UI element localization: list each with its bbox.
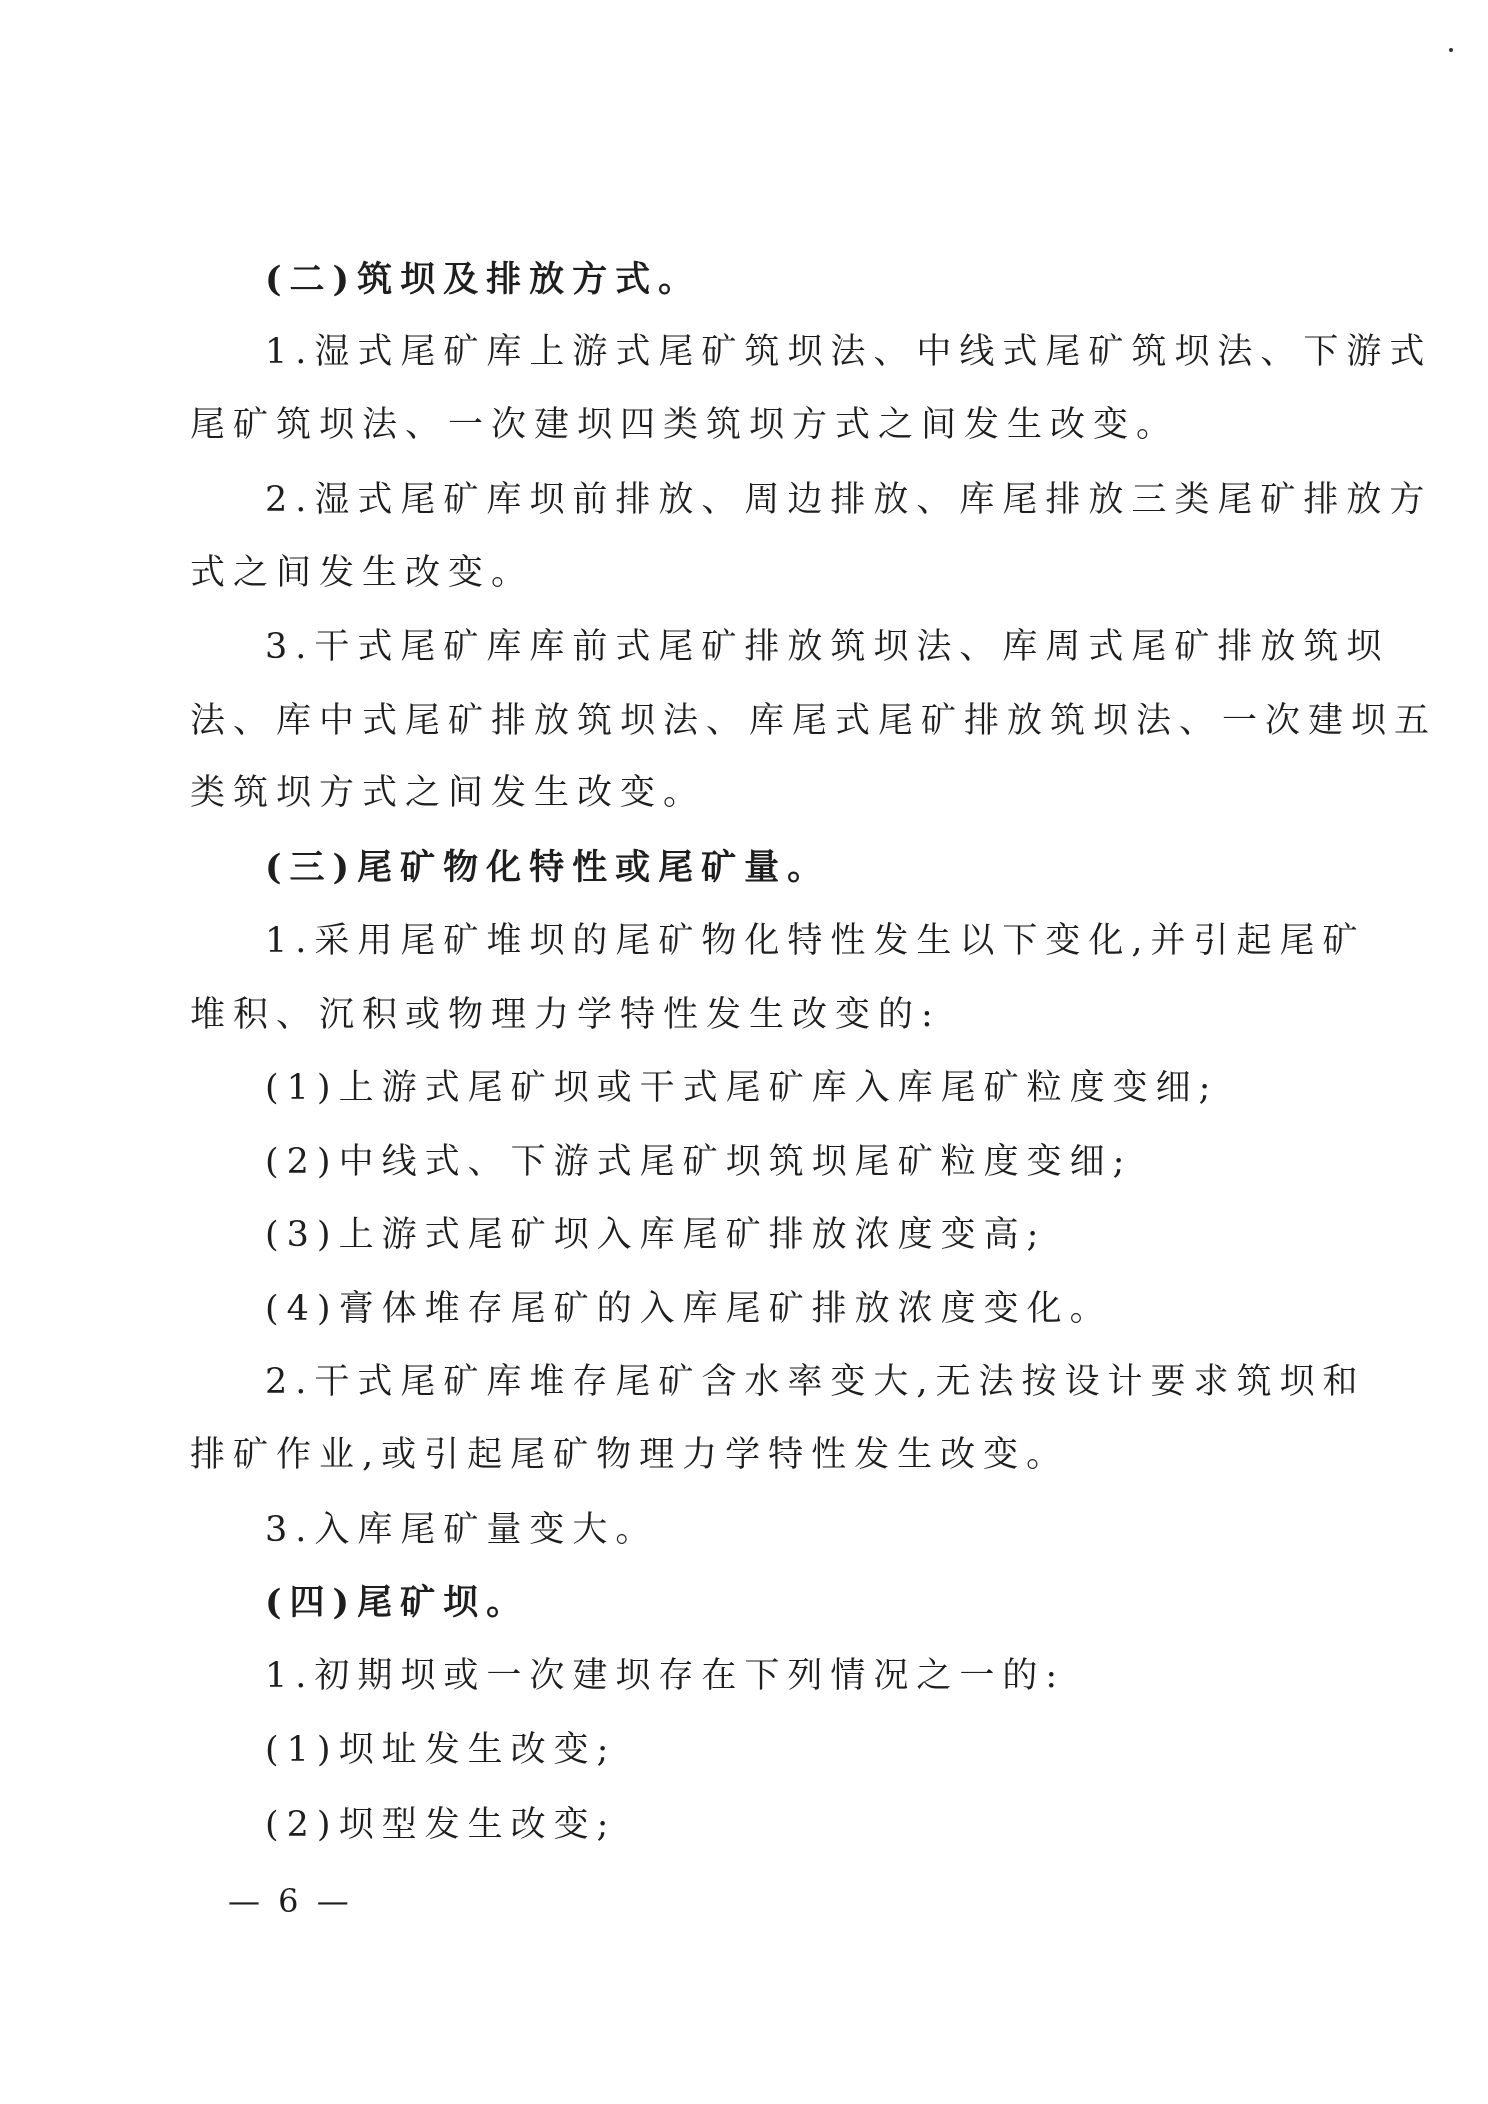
paragraph-line: 类筑坝方式之间发生改变。: [190, 773, 707, 813]
paragraph-line: 2.湿式尾矿库坝前排放、周边排放、库尾排放三类尾矿排放方: [265, 480, 1433, 520]
section-heading-3: (三)尾矿物化特性或尾矿量。: [265, 847, 831, 888]
list-item: (1)坝址发生改变;: [265, 1730, 617, 1770]
paragraph-line: 法、库中式尾矿排放筑坝法、库尾式尾矿排放筑坝法、一次建坝五: [190, 701, 1438, 741]
section-heading-4: (四)尾矿坝。: [265, 1582, 530, 1623]
paragraph-line: 式之间发生改变。: [190, 553, 535, 593]
paragraph-line: 1.采用尾矿堆坝的尾矿物化特性发生以下变化,并引起尾矿: [265, 921, 1366, 961]
list-item: (4)膏体堆存尾矿的入库尾矿排放浓度变化。: [265, 1289, 1113, 1329]
paragraph-line: 堆积、沉积或物理力学特性发生改变的:: [190, 995, 941, 1035]
paragraph-line: 3.干式尾矿库库前式尾矿排放筑坝法、库周式尾矿排放筑坝: [265, 627, 1390, 667]
paragraph-line: 排矿作业,或引起尾矿物理力学特性发生改变。: [190, 1435, 1070, 1475]
page-number: — 6 —: [228, 1882, 353, 1920]
paragraph-line: 3.入库尾矿量变大。: [265, 1510, 659, 1550]
paragraph-line: 2.干式尾矿库堆存尾矿含水率变大,无法按设计要求筑坝和: [265, 1362, 1366, 1402]
paragraph-line: 1.湿式尾矿库上游式尾矿筑坝法、中线式尾矿筑坝法、下游式: [265, 332, 1433, 372]
paragraph-line: 1.初期坝或一次建坝存在下列情况之一的:: [265, 1656, 1066, 1696]
section-heading-2: (二)筑坝及排放方式。: [265, 259, 702, 300]
list-item: (2)中线式、下游式尾矿坝筑坝尾矿粒度变细;: [265, 1142, 1133, 1182]
list-item: (2)坝型发生改变;: [265, 1805, 617, 1845]
list-item: (1)上游式尾矿坝或干式尾矿库入库尾矿粒度变细;: [265, 1068, 1219, 1108]
paragraph-line: 尾矿筑坝法、一次建坝四类筑坝方式之间发生改变。: [190, 405, 1180, 445]
list-item: (3)上游式尾矿坝入库尾矿排放浓度变高;: [265, 1215, 1047, 1255]
scan-mark: [1449, 48, 1453, 52]
